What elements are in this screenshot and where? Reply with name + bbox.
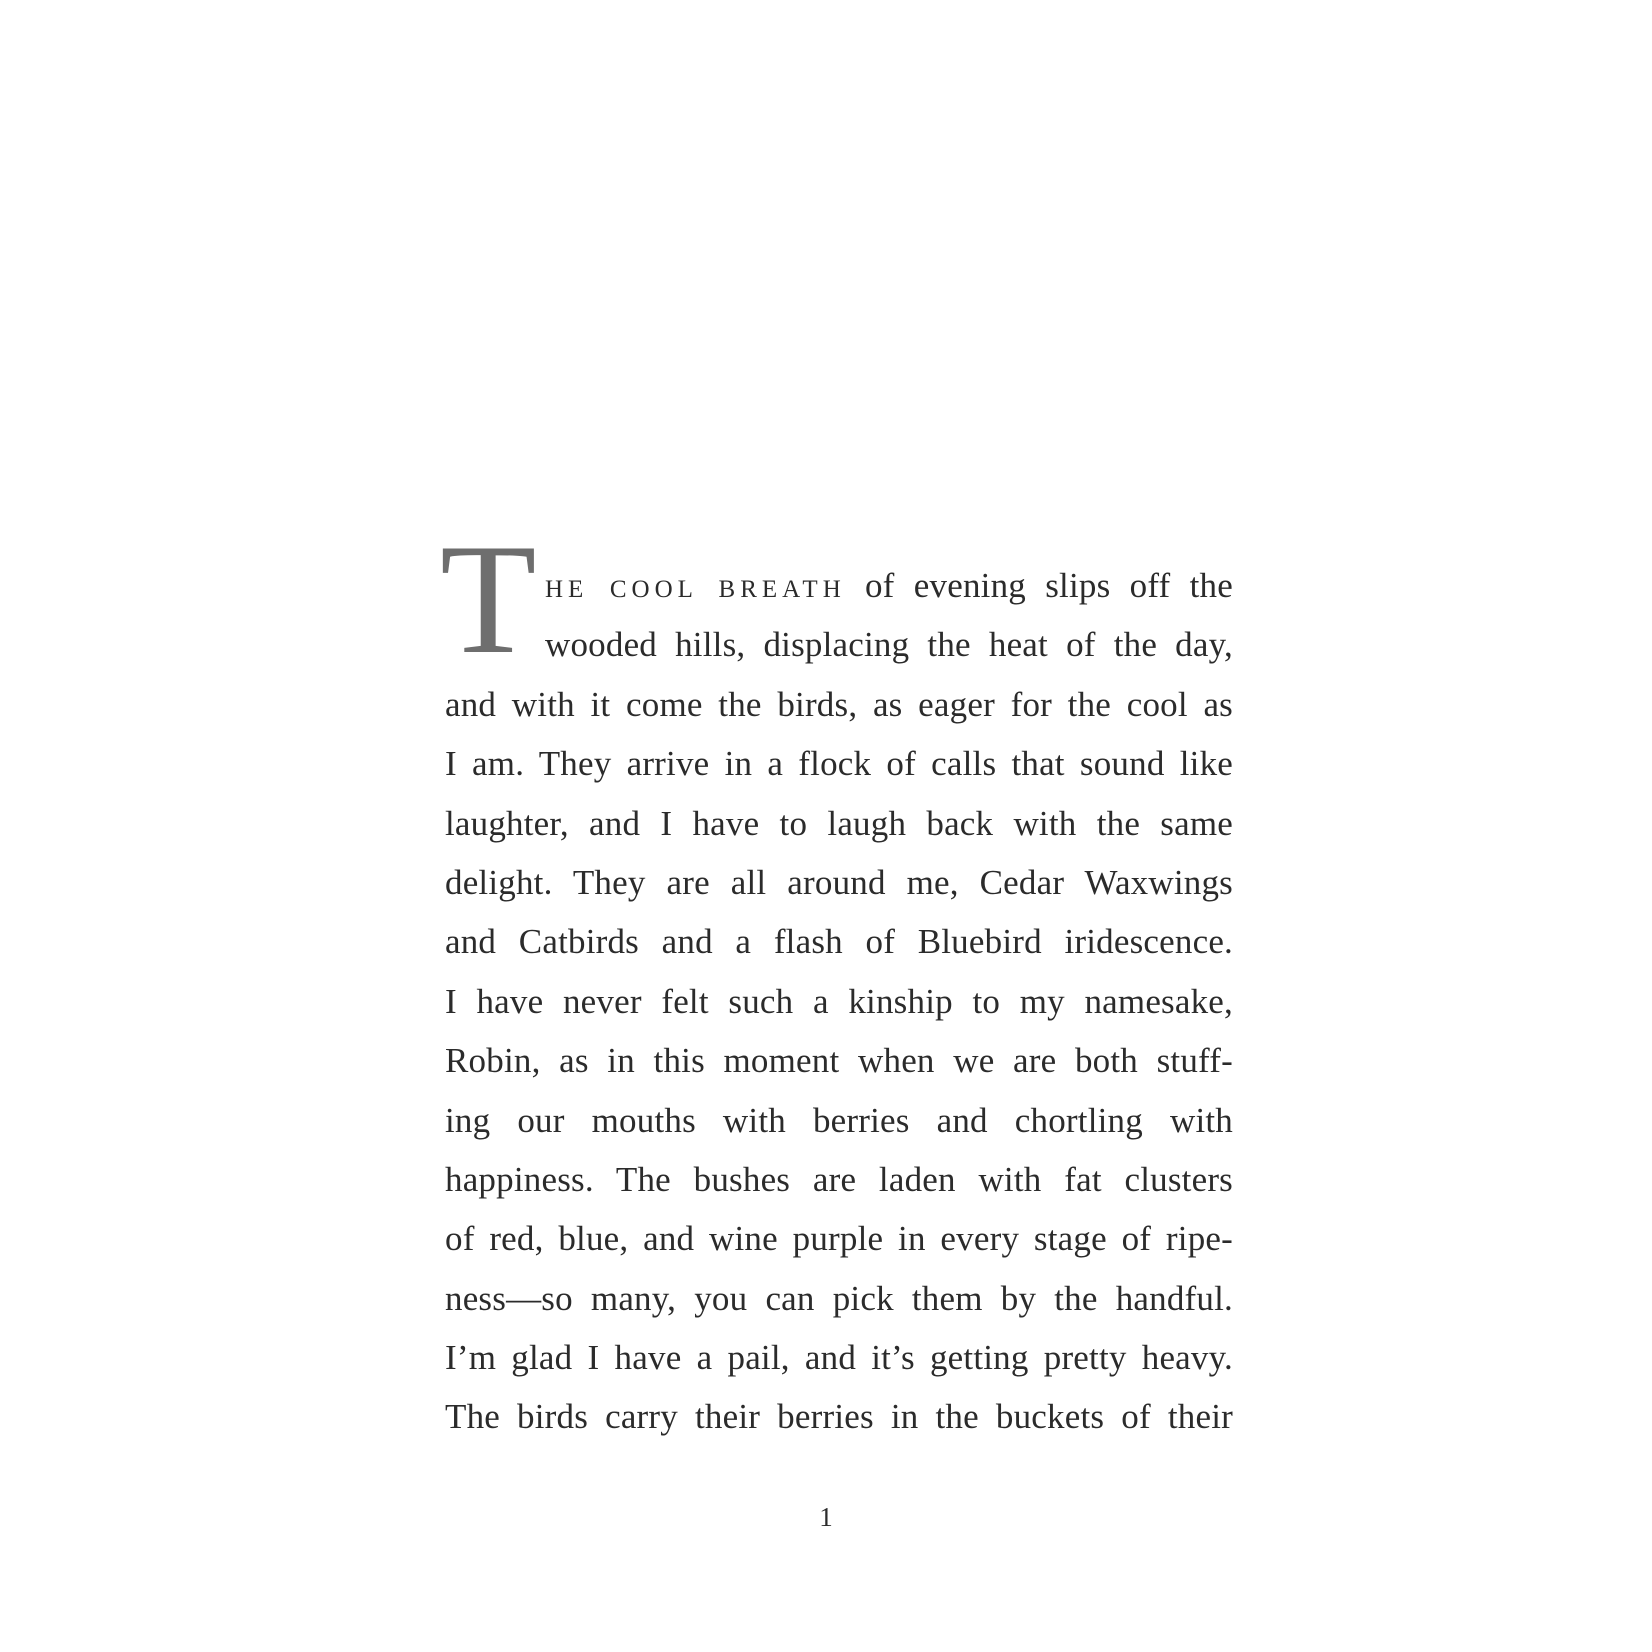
- paragraph-line-1: [545, 556, 1233, 615]
- paragraph-line-13: ness—so many, you can pick them by the handful.: [445, 1278, 1233, 1318]
- paragraph-line-9: Robin, as in this moment when we are both stuff-: [445, 1041, 1233, 1081]
- paragraph-line-12: of red, blue, and wine purple in every stage of ripe-: [445, 1219, 1233, 1259]
- paragraph-line-5: laughter, and I have to laugh back with the same: [445, 803, 1233, 843]
- opening-smallcaps: HE COOL BREATH: [545, 576, 846, 603]
- paragraph-line-6: delight. They are all around me, Cedar Waxwings: [445, 862, 1233, 902]
- paragraph-line-2: wooded hills, displacing the heat of the day,: [545, 625, 1233, 665]
- paragraph-line-8: I have never felt such a kinship to my namesake,: [445, 981, 1233, 1021]
- body-paragraph: [445, 556, 1233, 1447]
- paragraph-line-11: happiness. The bushes are laden with fat clusters: [445, 1159, 1233, 1199]
- drop-cap-letter: T: [440, 512, 537, 687]
- paragraph-line-14: I’m glad I have a pail, and it’s getting pretty heavy.: [445, 1338, 1233, 1378]
- paragraph-line-7: and Catbirds and a flash of Bluebird iridescence.: [445, 922, 1233, 962]
- page-number: 1: [819, 1502, 833, 1532]
- paragraph-line-10: ing our mouths with berries and chortling with: [445, 1100, 1233, 1140]
- paragraph-line-15: The birds carry their berries in the buckets of their: [445, 1397, 1233, 1437]
- paragraph-line-3: and with it come the birds, as eager for the cool as: [445, 684, 1233, 724]
- line-1-rest: of evening slips off the: [864, 566, 1233, 605]
- paragraph-line-4: I am. They arrive in a flock of calls that sound like: [445, 744, 1233, 784]
